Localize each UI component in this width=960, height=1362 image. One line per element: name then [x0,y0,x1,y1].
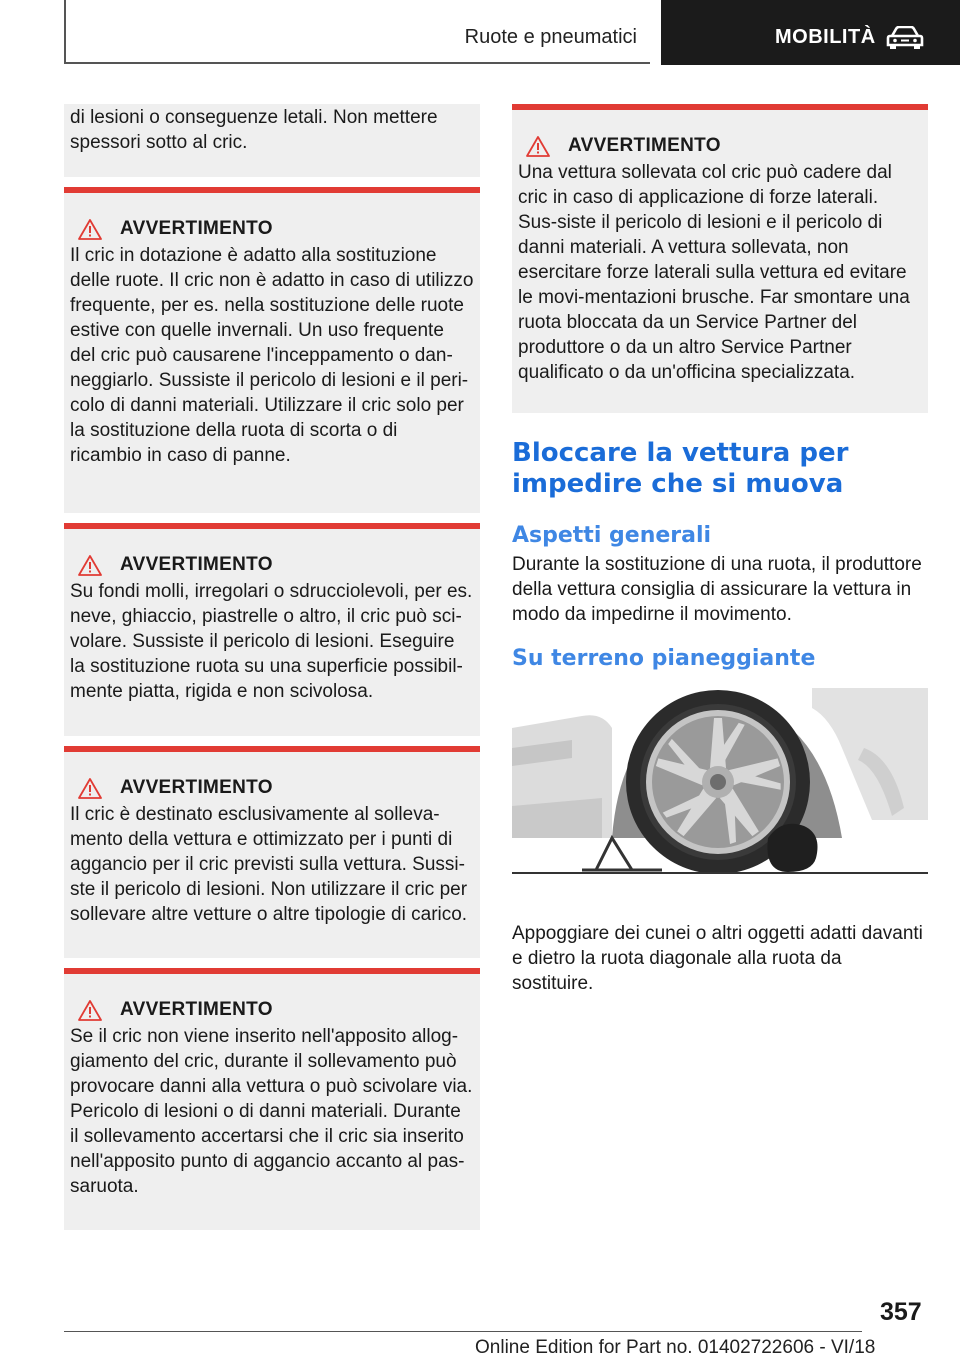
wheel-chock-illustration [512,688,928,874]
warning-text: Il cric in dotazione è adatto alla sostituzione delle ruote. Il cric non è adatto in caso di utilizzo frequente, per es. nella sostituzione delle ruote estive con quelle invernali. Un uso frequente del cric può causarene l'inceppamento o dan-neggiarlo. Sussiste il pericolo di lesioni e il peri-colo di danni materiali. Utilizzare il cric solo per la sostituzione della ruota di scorta o di ricambio in caso di panne. [70,245,474,466]
chapter-tab[interactable] [661,0,960,65]
warning-box-2 [64,523,480,736]
general-text: Durante la sostituzione di una ruota, il produttore della vettura consiglia di assicurare la vettura in modo da impedirne il movimento. [512,554,922,625]
warning-box-right [512,104,928,413]
warning-title: AVVERTIMENTO [120,999,273,1020]
intro-box [64,104,480,177]
section-title[interactable]: Ruote e pneumatici [464,26,637,48]
warning-box-3 [64,746,480,958]
subheading-flat-ground: Su terreno pianeggiante [512,646,816,671]
header-rule-left [64,0,66,64]
warning-title: AVVERTIMENTO [120,554,273,575]
warning-title: AVVERTIMENTO [568,135,721,156]
edition-note: Online Edition for Part no. 01402722606 - VI/18 [475,1337,876,1358]
wheel-illustration [512,688,928,874]
warning-text: Una vettura sollevata col cric può cadere dal cric in caso di applicazione di forze laterali. Sus-siste il pericolo di lesioni e il pericolo di danni materiali. A vettura sollevata, non esercitare forze laterali sulla vettura ed evitare le movi-mentazioni brusche. Far smontare una ruota bloccata da un Service Partner del produttore o da un altro Service Partner qualificato o da un'officina specializzata. [518,162,910,383]
intro-text: di lesioni o conseguenze letali. Non mettere spessori sotto al cric. [70,107,438,153]
warning-triangle-icon [78,218,102,240]
warning-triangle-icon [78,777,102,799]
warning-box-4 [64,968,480,1230]
page-number: 357 [880,1298,922,1326]
header-rule-bottom [64,62,650,64]
warning-text: Il cric è destinato esclusivamente al solleva-mento della vettura e ottimizzato per i punti di aggancio per il cric previsti sulla vettura. Sussi-ste il pericolo di lesioni. Non utilizzare il cric per sollevare altre vetture o altre tipologie di carico. [70,804,468,925]
figure-caption: Appoggiare dei cunei o altri oggetti adatti davanti e dietro la ruota diagonale alla ruota da sostituire. [512,923,923,994]
warning-title: AVVERTIMENTO [120,218,273,239]
section-heading: Bloccare la vettura per impedire che si muova [512,438,849,499]
car-icon [886,26,924,50]
subheading-general: Aspetti generali [512,523,712,548]
warning-text: Su fondi molli, irregolari o sdrucciolevoli, per es. neve, ghiaccio, piastrelle o altro, il cric può sci-volare. Sussiste il pericolo di lesioni. Eseguire la sostituzione ruota su una superficie possibil-mente piatta, rigida e non scivolosa. [70,581,473,702]
warning-box-1 [64,187,480,513]
figure-ground-line [512,872,928,874]
warning-text: Se il cric non viene inserito nell'apposito allog-giamento del cric, durante il sollevamento può provocare danni alla vettura o può scivolare via. Pericolo di lesioni o di danni materiali. Durante il sollevamento accertarsi che il cric sia inserito nell'apposito punto di aggancio accanto al pas-saruota. [70,1026,473,1197]
warning-title: AVVERTIMENTO [120,777,273,798]
warning-triangle-icon [78,999,102,1021]
chapter-title: MOBILITÀ [775,26,876,48]
right-column [512,104,928,996]
warning-triangle-icon [78,554,102,576]
left-column [64,104,480,1230]
warning-triangle-icon [526,135,550,157]
footer-rule [64,1331,862,1332]
